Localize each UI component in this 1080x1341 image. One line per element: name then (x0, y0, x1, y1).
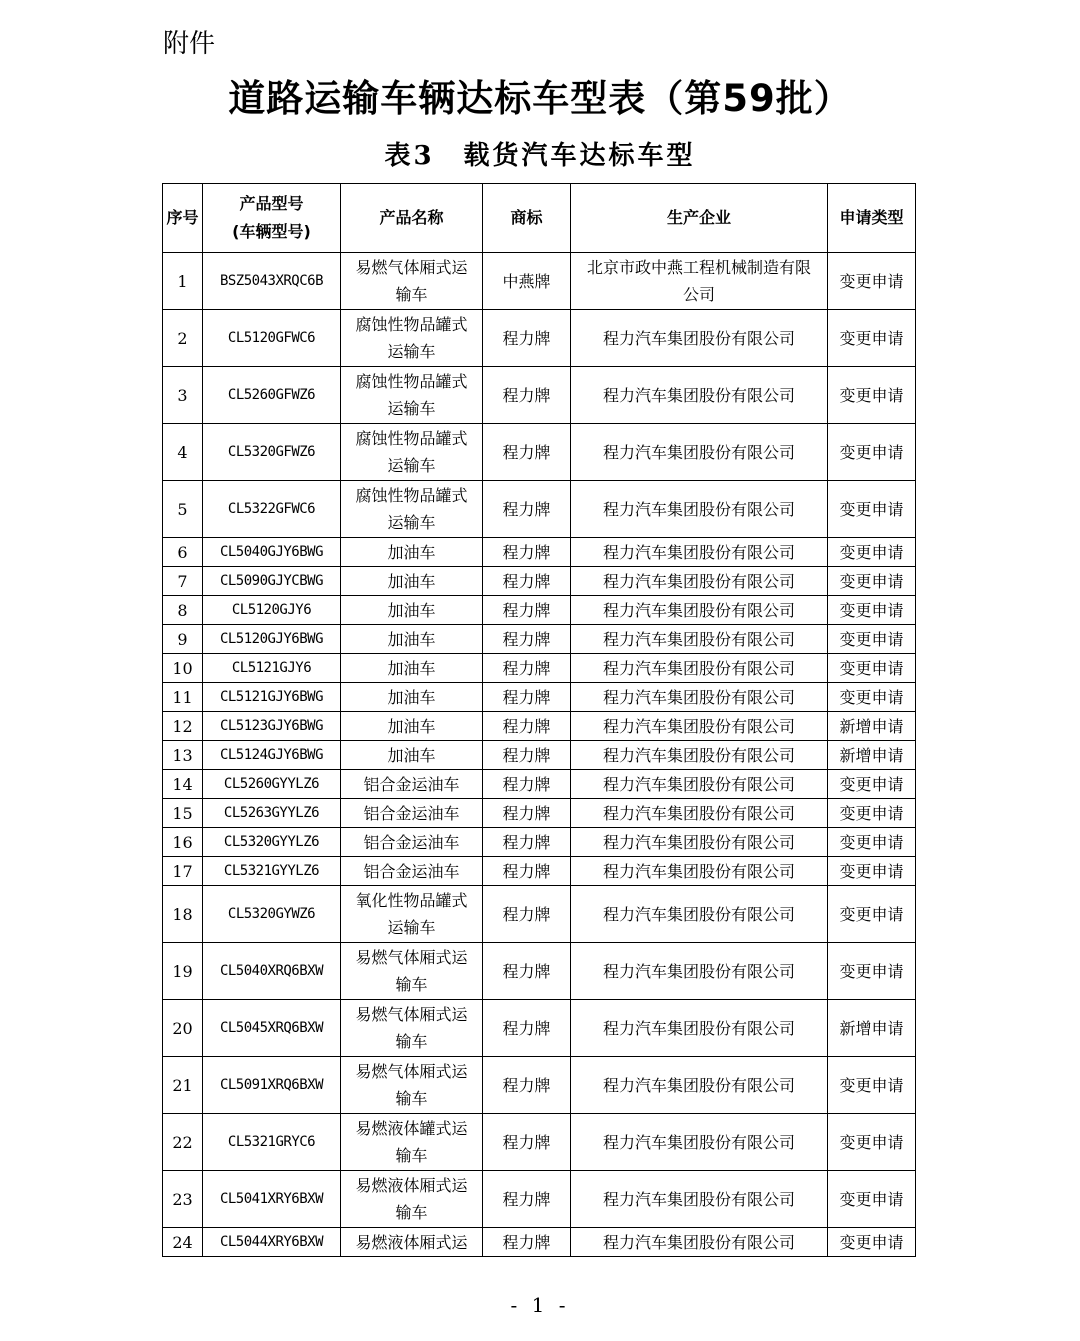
cell-apply-type: 变更申请 (828, 596, 916, 625)
header-model (203, 184, 341, 253)
cell-company: 程力汽车集团股份有限公司 (571, 654, 828, 683)
cell-product-name: 加油车 (341, 538, 483, 567)
cell-product-name-line1: 易燃气体厢式运 (355, 948, 468, 967)
header-model-line2: (车辆型号) (232, 222, 311, 241)
table-row (163, 481, 916, 538)
cell-company: 程力汽车集团股份有限公司 (571, 741, 828, 770)
cell-apply-type: 变更申请 (828, 828, 916, 857)
page-number: - 1 - (510, 1293, 570, 1317)
cell-apply-type: 变更申请 (828, 1171, 916, 1228)
cell-product-name (341, 886, 483, 943)
cell-brand: 程力牌 (483, 712, 571, 741)
cell-model: CL5320GYYLZ6 (203, 828, 341, 857)
cell-brand: 中燕牌 (483, 253, 571, 310)
cell-brand: 程力牌 (483, 683, 571, 712)
cell-seq: 21 (163, 1057, 203, 1114)
cell-apply-type: 变更申请 (828, 424, 916, 481)
cell-seq: 9 (163, 625, 203, 654)
cell-company: 程力汽车集团股份有限公司 (571, 770, 828, 799)
table-row (163, 828, 916, 857)
cell-brand: 程力牌 (483, 828, 571, 857)
cell-model: CL5321GRYC6 (203, 1114, 341, 1171)
cell-company-line1: 北京市政中燕工程机械制造有限 (586, 258, 811, 277)
cell-apply-type: 变更申请 (828, 886, 916, 943)
cell-product-name (341, 253, 483, 310)
cell-product-name-line1: 易燃气体厢式运 (355, 1005, 468, 1024)
table-row (163, 424, 916, 481)
cell-product-name-line2: 输车 (395, 1089, 428, 1108)
table-row (163, 625, 916, 654)
table-row (163, 799, 916, 828)
header-apply-type: 申请类型 (828, 184, 916, 253)
cell-company: 程力汽车集团股份有限公司 (571, 596, 828, 625)
cell-seq: 19 (163, 943, 203, 1000)
cell-product-name: 铝合金运油车 (341, 857, 483, 886)
cell-company: 程力汽车集团股份有限公司 (571, 310, 828, 367)
cell-brand: 程力牌 (483, 538, 571, 567)
cell-product-name: 加油车 (341, 683, 483, 712)
cell-brand: 程力牌 (483, 1228, 571, 1257)
cell-seq: 24 (163, 1228, 203, 1257)
table-title: 表3 载货汽车达标车型 (384, 141, 696, 171)
cell-product-name-line1: 氧化性物品罐式 (355, 891, 468, 910)
cell-company: 程力汽车集团股份有限公司 (571, 1057, 828, 1114)
cell-model: CL5322GFWC6 (203, 481, 341, 538)
cell-product-name-line2: 输车 (395, 285, 428, 304)
cell-seq: 2 (163, 310, 203, 367)
cell-seq: 4 (163, 424, 203, 481)
cell-seq: 15 (163, 799, 203, 828)
header-seq: 序号 (163, 184, 203, 253)
cell-company (571, 253, 828, 310)
table-row (163, 367, 916, 424)
cell-model: CL5090GJYCBWG (203, 567, 341, 596)
cell-seq: 13 (163, 741, 203, 770)
cell-apply-type: 变更申请 (828, 310, 916, 367)
cell-product-name-line2: 输车 (395, 1203, 428, 1222)
cell-brand: 程力牌 (483, 770, 571, 799)
cell-company: 程力汽车集团股份有限公司 (571, 857, 828, 886)
cell-product-name (341, 943, 483, 1000)
cell-seq: 17 (163, 857, 203, 886)
cell-product-name-line2: 运输车 (387, 918, 436, 937)
cell-brand: 程力牌 (483, 1114, 571, 1171)
cell-company: 程力汽车集团股份有限公司 (571, 943, 828, 1000)
cell-brand: 程力牌 (483, 596, 571, 625)
table-row (163, 310, 916, 367)
cell-seq: 1 (163, 253, 203, 310)
header-brand: 商标 (483, 184, 571, 253)
cell-product-name-line1: 易燃气体厢式运 (355, 258, 468, 277)
table-row (163, 596, 916, 625)
cell-apply-type: 变更申请 (828, 367, 916, 424)
cell-seq: 18 (163, 886, 203, 943)
cell-brand: 程力牌 (483, 857, 571, 886)
cell-brand: 程力牌 (483, 886, 571, 943)
cell-model: CL5045XRQ6BXW (203, 1000, 341, 1057)
table-row (163, 943, 916, 1000)
cell-apply-type: 变更申请 (828, 567, 916, 596)
cell-product-name-line2: 运输车 (387, 399, 436, 418)
table-row (163, 1171, 916, 1228)
cell-model: CL5121GJY6 (203, 654, 341, 683)
cell-seq: 20 (163, 1000, 203, 1057)
cell-brand: 程力牌 (483, 654, 571, 683)
cell-product-name-line1: 易燃液体厢式运 (355, 1176, 468, 1195)
cell-company: 程力汽车集团股份有限公司 (571, 424, 828, 481)
cell-model: CL5121GJY6BWG (203, 683, 341, 712)
cell-apply-type: 变更申请 (828, 1228, 916, 1257)
table-row (163, 886, 916, 943)
cell-product-name-line1: 腐蚀性物品罐式 (355, 372, 468, 391)
cell-brand: 程力牌 (483, 310, 571, 367)
cell-model: CL5124GJY6BWG (203, 741, 341, 770)
table-row (163, 770, 916, 799)
cell-company: 程力汽车集团股份有限公司 (571, 712, 828, 741)
cell-model: CL5040GJY6BWG (203, 538, 341, 567)
table-row (163, 654, 916, 683)
cell-apply-type: 新增申请 (828, 712, 916, 741)
table-row (163, 741, 916, 770)
cell-seq: 3 (163, 367, 203, 424)
cell-apply-type: 新增申请 (828, 1000, 916, 1057)
cell-product-name: 加油车 (341, 741, 483, 770)
cell-product-name (341, 1057, 483, 1114)
cell-product-name (341, 367, 483, 424)
cell-company-line2: 公司 (682, 285, 715, 304)
cell-product-name-line2: 运输车 (387, 456, 436, 475)
cell-brand: 程力牌 (483, 1057, 571, 1114)
cell-apply-type: 新增申请 (828, 741, 916, 770)
cell-product-name-line1: 易燃液体罐式运 (355, 1119, 468, 1138)
table-row (163, 1000, 916, 1057)
cell-model: CL5123GJY6BWG (203, 712, 341, 741)
table-row (163, 253, 916, 310)
cell-product-name-line1: 腐蚀性物品罐式 (355, 315, 468, 334)
cell-model: CL5120GJY6BWG (203, 625, 341, 654)
header-product-name: 产品名称 (341, 184, 483, 253)
cell-apply-type: 变更申请 (828, 857, 916, 886)
cell-brand: 程力牌 (483, 367, 571, 424)
cell-product-name: 铝合金运油车 (341, 828, 483, 857)
cell-seq: 6 (163, 538, 203, 567)
cell-product-name: 加油车 (341, 654, 483, 683)
cell-model: CL5044XRY6BXW (203, 1228, 341, 1257)
cell-product-name-line2: 运输车 (387, 342, 436, 361)
cell-model: CL5321GYYLZ6 (203, 857, 341, 886)
cell-brand: 程力牌 (483, 943, 571, 1000)
cell-seq: 23 (163, 1171, 203, 1228)
cell-apply-type: 变更申请 (828, 683, 916, 712)
vehicle-model-table (162, 183, 916, 1257)
cell-product-name-line1: 腐蚀性物品罐式 (355, 486, 468, 505)
cell-company: 程力汽车集团股份有限公司 (571, 481, 828, 538)
cell-brand: 程力牌 (483, 1171, 571, 1228)
cell-product-name: 易燃液体厢式运 (341, 1228, 483, 1257)
table-row (163, 1228, 916, 1257)
cell-product-name-line2: 输车 (395, 1146, 428, 1165)
cell-product-name (341, 1000, 483, 1057)
cell-apply-type: 变更申请 (828, 799, 916, 828)
cell-model: CL5040XRQ6BXW (203, 943, 341, 1000)
cell-company: 程力汽车集团股份有限公司 (571, 828, 828, 857)
cell-model: CL5041XRY6BXW (203, 1171, 341, 1228)
cell-brand: 程力牌 (483, 625, 571, 654)
cell-product-name-line1: 腐蚀性物品罐式 (355, 429, 468, 448)
cell-model: CL5120GFWC6 (203, 310, 341, 367)
table-row (163, 1114, 916, 1171)
cell-company: 程力汽车集团股份有限公司 (571, 1114, 828, 1171)
cell-seq: 12 (163, 712, 203, 741)
cell-product-name-line2: 运输车 (387, 513, 436, 532)
cell-model: CL5263GYYLZ6 (203, 799, 341, 828)
cell-model: CL5260GFWZ6 (203, 367, 341, 424)
cell-company: 程力汽车集团股份有限公司 (571, 1171, 828, 1228)
cell-seq: 11 (163, 683, 203, 712)
cell-company: 程力汽车集团股份有限公司 (571, 886, 828, 943)
cell-product-name-line1: 易燃气体厢式运 (355, 1062, 468, 1081)
cell-brand: 程力牌 (483, 799, 571, 828)
cell-product-name: 铝合金运油车 (341, 799, 483, 828)
cell-apply-type: 变更申请 (828, 1114, 916, 1171)
cell-product-name: 加油车 (341, 596, 483, 625)
cell-company: 程力汽车集团股份有限公司 (571, 538, 828, 567)
cell-brand: 程力牌 (483, 567, 571, 596)
cell-apply-type: 变更申请 (828, 253, 916, 310)
cell-company: 程力汽车集团股份有限公司 (571, 625, 828, 654)
cell-product-name (341, 481, 483, 538)
cell-product-name: 铝合金运油车 (341, 770, 483, 799)
table-row (163, 857, 916, 886)
header-model-line1: 产品型号 (239, 194, 304, 213)
cell-apply-type: 变更申请 (828, 481, 916, 538)
cell-product-name-line2: 输车 (395, 1032, 428, 1051)
cell-model: CL5320GYWZ6 (203, 886, 341, 943)
cell-product-name (341, 1114, 483, 1171)
table-row (163, 683, 916, 712)
cell-model: CL5260GYYLZ6 (203, 770, 341, 799)
cell-apply-type: 变更申请 (828, 538, 916, 567)
cell-model: CL5320GFWZ6 (203, 424, 341, 481)
cell-apply-type: 变更申请 (828, 770, 916, 799)
cell-apply-type: 变更申请 (828, 1057, 916, 1114)
cell-product-name: 加油车 (341, 625, 483, 654)
cell-brand: 程力牌 (483, 424, 571, 481)
cell-model: CL5120GJY6 (203, 596, 341, 625)
cell-seq: 5 (163, 481, 203, 538)
cell-seq: 10 (163, 654, 203, 683)
cell-seq: 22 (163, 1114, 203, 1171)
cell-model: BSZ5043XRQC6B (203, 253, 341, 310)
cell-company: 程力汽车集团股份有限公司 (571, 683, 828, 712)
table-header-row (163, 184, 916, 253)
table-row (163, 1057, 916, 1114)
cell-company: 程力汽车集团股份有限公司 (571, 799, 828, 828)
cell-seq: 14 (163, 770, 203, 799)
document-title: 道路运输车辆达标车型表（第59批） (228, 77, 852, 120)
attachment-label: 附件 (163, 29, 216, 59)
cell-seq: 8 (163, 596, 203, 625)
cell-brand: 程力牌 (483, 741, 571, 770)
cell-product-name (341, 424, 483, 481)
cell-company: 程力汽车集团股份有限公司 (571, 367, 828, 424)
cell-apply-type: 变更申请 (828, 654, 916, 683)
header-company: 生产企业 (571, 184, 828, 253)
cell-apply-type: 变更申请 (828, 625, 916, 654)
cell-apply-type: 变更申请 (828, 943, 916, 1000)
table-row (163, 712, 916, 741)
cell-company: 程力汽车集团股份有限公司 (571, 1000, 828, 1057)
cell-seq: 16 (163, 828, 203, 857)
cell-product-name (341, 1171, 483, 1228)
table-row (163, 538, 916, 567)
cell-seq: 7 (163, 567, 203, 596)
cell-company: 程力汽车集团股份有限公司 (571, 1228, 828, 1257)
cell-product-name: 加油车 (341, 567, 483, 596)
cell-product-name: 加油车 (341, 712, 483, 741)
cell-company: 程力汽车集团股份有限公司 (571, 567, 828, 596)
cell-brand: 程力牌 (483, 481, 571, 538)
cell-brand: 程力牌 (483, 1000, 571, 1057)
table-row (163, 567, 916, 596)
cell-product-name-line2: 输车 (395, 975, 428, 994)
cell-model: CL5091XRQ6BXW (203, 1057, 341, 1114)
cell-product-name (341, 310, 483, 367)
